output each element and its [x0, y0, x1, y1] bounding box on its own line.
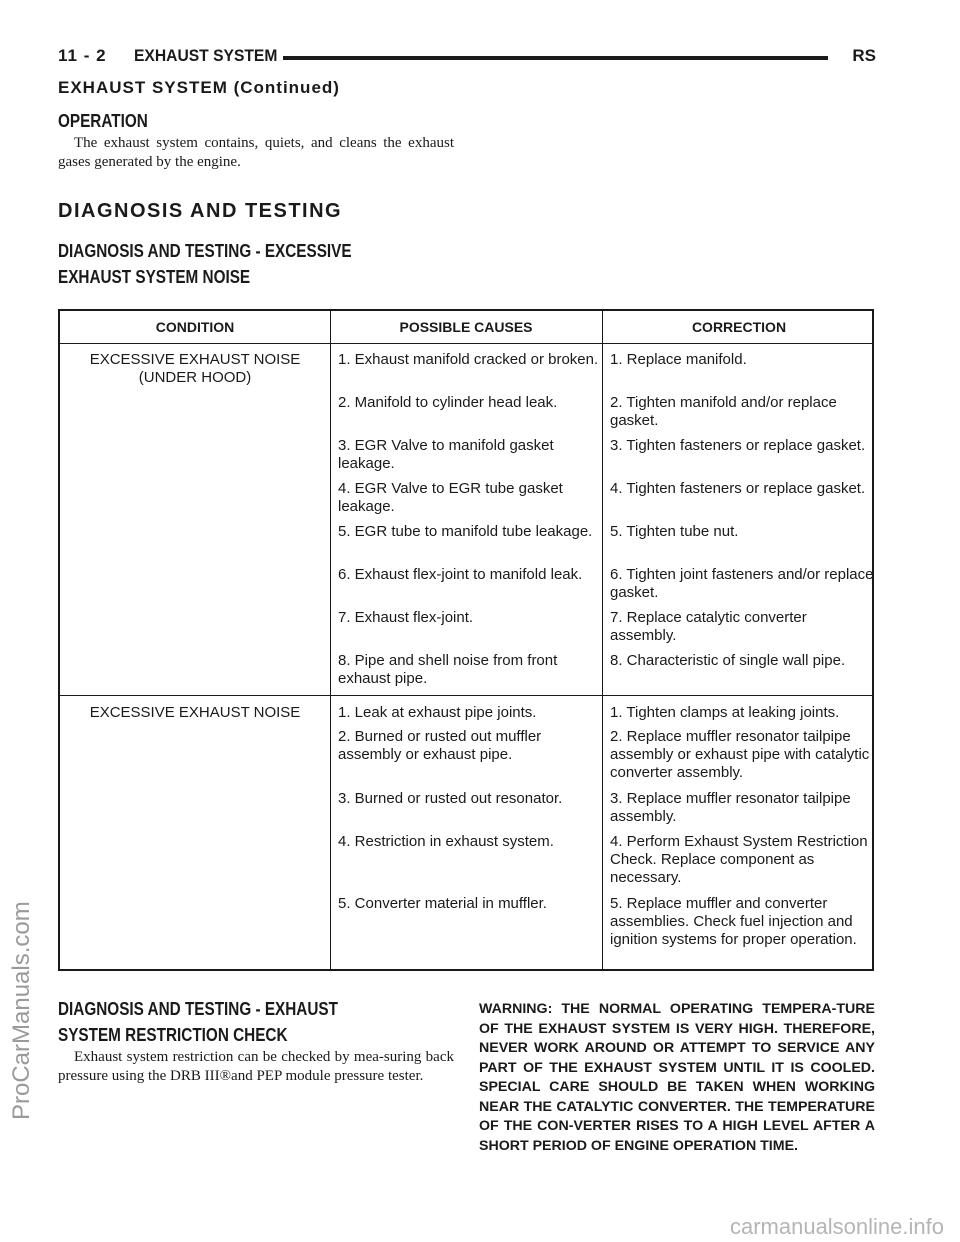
cause-cell: 1. Exhaust manifold cracked or broken. — [338, 351, 599, 368]
side-watermark: ProCarManuals.com — [8, 901, 35, 1120]
cause-cell: 7. Exhaust flex-joint. — [338, 609, 474, 626]
correction-cell: 5. Replace muffler and converter assemblies. Check fuel injection and ignition systems for proper operation. — [610, 895, 857, 948]
correction-cell: 3. Tighten fasteners or replace gasket. — [610, 437, 866, 454]
condition-cell: EXCESSIVE EXHAUST NOISE — [89, 704, 301, 721]
correction-cell: 8. Characteristic of single wall pipe. — [610, 652, 846, 669]
correction-cell: 1. Tighten clamps at leaking joints. — [610, 704, 840, 721]
cause-cell: 2. Manifold to cylinder head leak. — [338, 394, 558, 411]
header-rule — [283, 56, 828, 60]
column-header-condition: CONDITION — [155, 319, 235, 335]
restriction-text: Exhaust system restriction can be checked by mea-suring back pressure using the DRB III®and PEP module pressure tester. — [58, 1049, 454, 1084]
correction-cell: 2. Replace muffler resonator tailpipe assembly or exhaust pipe with catalytic converter assembly. — [610, 728, 870, 781]
cause-cell: 4. Restriction in exhaust system. — [338, 833, 554, 850]
warning-text: WARNING: THE NORMAL OPERATING TEMPERA-TURE OF THE EXHAUST SYSTEM IS VERY HIGH. THEREFORE, NEVER WORK AROUND OR ATTEMPT TO SERVICE ANY PART OF THE EXHAUST SYSTEM UNTIL IT IS COOLED. SPECIAL CARE SHOULD BE TAKEN WHEN WORKING NEAR THE CATALYTIC CONVERTER. THE TEMPERATURE OF THE CON-VERTER RISES TO A HIGH LEVEL AFTER A SHORT PERIOD OF ENGINE OPERATION TIME. — [479, 1001, 875, 1154]
page-header — [58, 44, 876, 74]
header-divider — [60, 343, 872, 344]
model-code: RS — [852, 46, 876, 65]
cause-cell: 5. Converter material in muffler. — [338, 895, 547, 912]
cause-cell: 1. Leak at exhaust pipe joints. — [338, 704, 537, 721]
page-number: 11 - 2 — [58, 46, 107, 65]
cause-cell: 6. Exhaust flex-joint to manifold leak. — [338, 566, 583, 583]
cause-cell: 4. EGR Valve to EGR tube gasket leakage. — [338, 480, 563, 515]
cause-cell: 3. Burned or rusted out resonator. — [338, 790, 563, 807]
cause-cell: 5. EGR tube to manifold tube leakage. — [338, 523, 593, 540]
correction-cell: 7. Replace catalytic converter assembly. — [610, 609, 807, 644]
correction-cell: 3. Replace muffler resonator tailpipe assembly. — [610, 790, 851, 825]
column-header-causes: POSSIBLE CAUSES — [399, 319, 533, 335]
operation-heading: OPERATION — [58, 111, 148, 131]
section-title: EXHAUST SYSTEM — [134, 46, 278, 65]
column-header-correction: CORRECTION — [691, 319, 787, 335]
cause-cell: 8. Pipe and shell noise from front exhaust pipe. — [338, 652, 558, 687]
correction-cell: 6. Tighten joint fasteners and/or replace gasket. — [610, 566, 874, 601]
noise-subheading: DIAGNOSIS AND TESTING - EXCESSIVE EXHAUST SYSTEM NOISE — [58, 241, 352, 287]
correction-cell: 4. Tighten fasteners or replace gasket. — [610, 480, 866, 497]
continued-title: EXHAUST SYSTEM (Continued) — [58, 78, 340, 97]
condition-cell: EXCESSIVE EXHAUST NOISE (UNDER HOOD) — [89, 351, 301, 386]
operation-text: The exhaust system contains, quiets, and cleans the exhaust gases generated by the engine. — [58, 135, 454, 170]
correction-cell: 4. Perform Exhaust System Restriction Check. Replace component as necessary. — [610, 833, 868, 886]
correction-cell: 1. Replace manifold. — [610, 351, 747, 368]
cause-cell: 3. EGR Valve to manifold gasket leakage. — [338, 437, 554, 472]
cause-cell: 2. Burned or rusted out muffler assembly or exhaust pipe. — [338, 728, 542, 763]
diagnosis-table — [58, 309, 874, 971]
correction-cell: 5. Tighten tube nut. — [610, 523, 739, 540]
correction-cell: 2. Tighten manifold and/or replace gasket. — [610, 394, 837, 429]
diagnosis-heading: DIAGNOSIS AND TESTING — [58, 200, 343, 222]
bottom-watermark: carmanualsonline.info — [729, 1214, 944, 1239]
restriction-heading: DIAGNOSIS AND TESTING - EXHAUST SYSTEM RESTRICTION CHECK — [58, 999, 338, 1045]
group-divider — [60, 695, 872, 696]
